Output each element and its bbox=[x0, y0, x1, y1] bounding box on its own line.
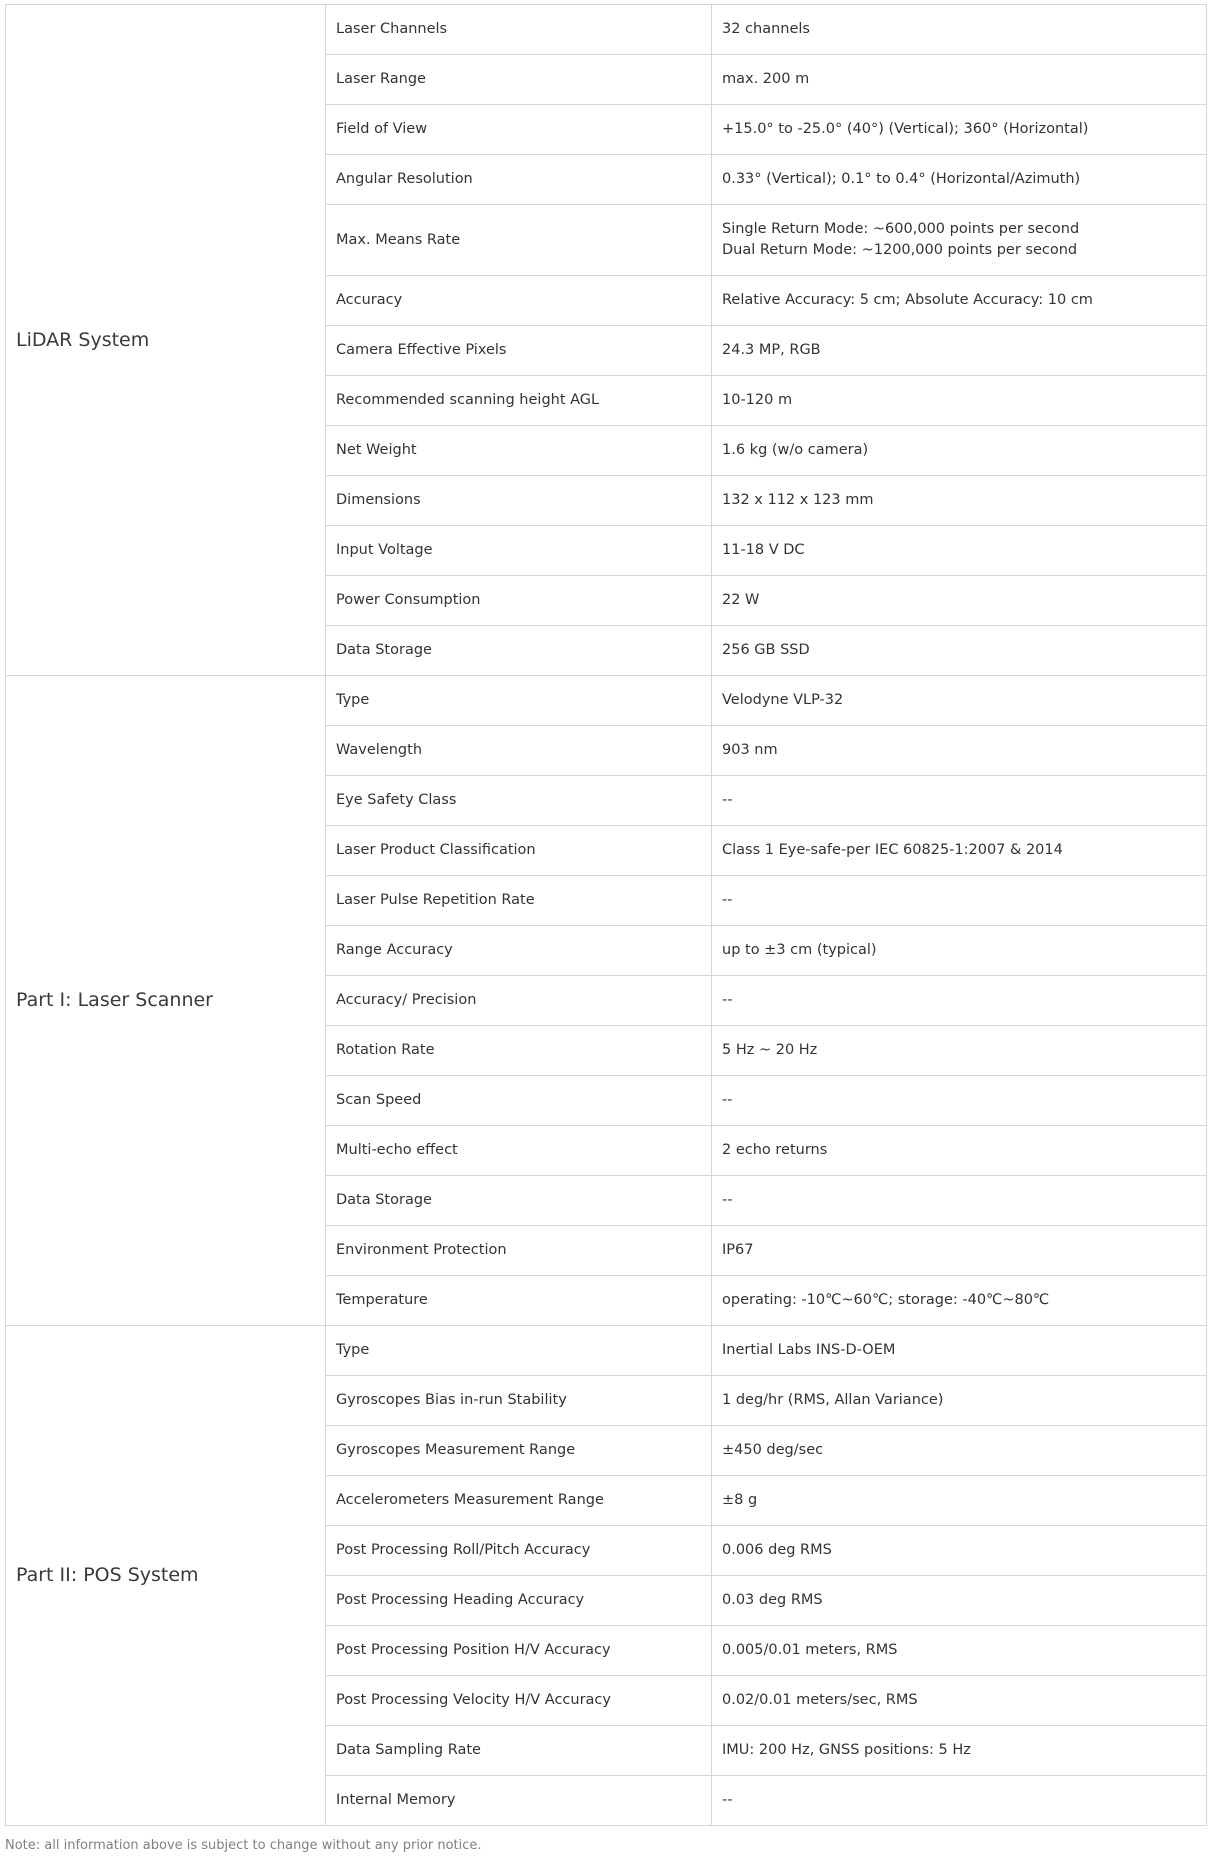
spec-value-line: max. 200 m bbox=[722, 71, 810, 87]
spec-value bbox=[712, 576, 1207, 626]
spec-value bbox=[712, 526, 1207, 576]
spec-value bbox=[712, 1576, 1207, 1626]
spec-value bbox=[712, 876, 1207, 926]
spec-value bbox=[712, 626, 1207, 676]
spec-name: Temperature bbox=[326, 1276, 712, 1326]
table-row bbox=[6, 5, 1207, 55]
spec-value bbox=[712, 1276, 1207, 1326]
spec-name: Data Sampling Rate bbox=[326, 1726, 712, 1776]
spec-name: Angular Resolution bbox=[326, 155, 712, 205]
spec-value-line: 10-120 m bbox=[722, 392, 793, 408]
spec-table-body bbox=[6, 5, 1207, 1826]
spec-name: Type bbox=[326, 1326, 712, 1376]
spec-value-line: -- bbox=[722, 1192, 733, 1208]
spec-name: Accuracy bbox=[326, 276, 712, 326]
group-label: Part I: Laser Scanner bbox=[6, 676, 326, 1326]
spec-value-line: Class 1 Eye-safe-per IEC 60825-1:2007 & 2014 bbox=[722, 842, 1063, 858]
spec-name: Recommended scanning height AGL bbox=[326, 376, 712, 426]
spec-value bbox=[712, 1776, 1207, 1826]
spec-name: Internal Memory bbox=[326, 1776, 712, 1826]
spec-value bbox=[712, 205, 1207, 276]
spec-value bbox=[712, 926, 1207, 976]
group-label: Part II: POS System bbox=[6, 1326, 326, 1826]
spec-name: Laser Pulse Repetition Rate bbox=[326, 876, 712, 926]
spec-value-line: up to ±3 cm (typical) bbox=[722, 942, 877, 958]
spec-name: Camera Effective Pixels bbox=[326, 326, 712, 376]
spec-value-line: 24.3 MP, RGB bbox=[722, 342, 821, 358]
spec-value-line: operating: -10℃~60℃; storage: -40℃~80℃ bbox=[722, 1292, 1050, 1308]
spec-name: Max. Means Rate bbox=[326, 205, 712, 276]
spec-value-line: -- bbox=[722, 992, 733, 1008]
spec-value-line: Single Return Mode: ~600,000 points per second bbox=[722, 221, 1080, 237]
spec-value-line: Dual Return Mode: ~1200,000 points per second bbox=[722, 242, 1078, 258]
spec-value bbox=[712, 1176, 1207, 1226]
spec-value bbox=[712, 1326, 1207, 1376]
spec-value-line: 1 deg/hr (RMS, Allan Variance) bbox=[722, 1392, 944, 1408]
spec-name: Accuracy/ Precision bbox=[326, 976, 712, 1026]
spec-value bbox=[712, 1126, 1207, 1176]
spec-name: Power Consumption bbox=[326, 576, 712, 626]
table-row bbox=[6, 676, 1207, 726]
spec-name: Field of View bbox=[326, 105, 712, 155]
spec-value bbox=[712, 1026, 1207, 1076]
spec-name: Data Storage bbox=[326, 626, 712, 676]
spec-name: Gyroscopes Bias in-run Stability bbox=[326, 1376, 712, 1426]
spec-value bbox=[712, 976, 1207, 1026]
spec-value bbox=[712, 676, 1207, 726]
spec-value bbox=[712, 326, 1207, 376]
spec-value-line: 0.33° (Vertical); 0.1° to 0.4° (Horizontal/Azimuth) bbox=[722, 171, 1081, 187]
spec-value bbox=[712, 726, 1207, 776]
spec-value bbox=[712, 276, 1207, 326]
spec-value bbox=[712, 776, 1207, 826]
spec-table bbox=[5, 4, 1207, 1826]
spec-value-line: Inertial Labs INS-D-OEM bbox=[722, 1342, 896, 1358]
group-label: LiDAR System bbox=[6, 5, 326, 676]
spec-value-line: 11-18 V DC bbox=[722, 542, 805, 558]
spec-name: Rotation Rate bbox=[326, 1026, 712, 1076]
spec-value-line: Relative Accuracy: 5 cm; Absolute Accuracy: 10 cm bbox=[722, 292, 1093, 308]
spec-value-line: 5 Hz ~ 20 Hz bbox=[722, 1042, 818, 1058]
spec-value-line: Velodyne VLP-32 bbox=[722, 692, 844, 708]
spec-value bbox=[712, 1076, 1207, 1126]
spec-value bbox=[712, 1226, 1207, 1276]
spec-name: Post Processing Heading Accuracy bbox=[326, 1576, 712, 1626]
spec-value bbox=[712, 1676, 1207, 1726]
spec-name: Input Voltage bbox=[326, 526, 712, 576]
table-row bbox=[6, 1326, 1207, 1376]
spec-name: Post Processing Position H/V Accuracy bbox=[326, 1626, 712, 1676]
spec-value bbox=[712, 5, 1207, 55]
spec-value bbox=[712, 476, 1207, 526]
spec-value bbox=[712, 1476, 1207, 1526]
spec-value-line: ±450 deg/sec bbox=[722, 1442, 824, 1458]
spec-value-line: +15.0° to -25.0° (40°) (Vertical); 360° (Horizontal) bbox=[722, 121, 1089, 137]
spec-value bbox=[712, 105, 1207, 155]
spec-name: Post Processing Roll/Pitch Accuracy bbox=[326, 1526, 712, 1576]
spec-value-line: 903 nm bbox=[722, 742, 778, 758]
spec-value-line: 0.02/0.01 meters/sec, RMS bbox=[722, 1692, 918, 1708]
spec-value-line: 32 channels bbox=[722, 21, 810, 37]
spec-value bbox=[712, 155, 1207, 205]
spec-name: Laser Range bbox=[326, 55, 712, 105]
spec-value bbox=[712, 426, 1207, 476]
spec-name: Gyroscopes Measurement Range bbox=[326, 1426, 712, 1476]
spec-name: Data Storage bbox=[326, 1176, 712, 1226]
spec-value bbox=[712, 376, 1207, 426]
spec-value bbox=[712, 55, 1207, 105]
spec-value-line: 22 W bbox=[722, 592, 760, 608]
spec-name: Accelerometers Measurement Range bbox=[326, 1476, 712, 1526]
spec-value bbox=[712, 826, 1207, 876]
spec-name: Post Processing Velocity H/V Accuracy bbox=[326, 1676, 712, 1726]
spec-name: Range Accuracy bbox=[326, 926, 712, 976]
spec-name: Scan Speed bbox=[326, 1076, 712, 1126]
spec-name: Type bbox=[326, 676, 712, 726]
spec-value-line: 0.006 deg RMS bbox=[722, 1542, 832, 1558]
spec-value bbox=[712, 1626, 1207, 1676]
spec-name: Eye Safety Class bbox=[326, 776, 712, 826]
spec-value-line: IMU: 200 Hz, GNSS positions: 5 Hz bbox=[722, 1742, 971, 1758]
spec-value-line: 256 GB SSD bbox=[722, 642, 810, 658]
footnote: Note: all information above is subject to change without any prior notice. bbox=[5, 1838, 482, 1853]
spec-name: Environment Protection bbox=[326, 1226, 712, 1276]
spec-value bbox=[712, 1376, 1207, 1426]
spec-value-line: -- bbox=[722, 792, 733, 808]
spec-name: Wavelength bbox=[326, 726, 712, 776]
spec-value-line: -- bbox=[722, 1092, 733, 1108]
spec-name: Multi-echo effect bbox=[326, 1126, 712, 1176]
spec-value-line: 2 echo returns bbox=[722, 1142, 828, 1158]
spec-name: Laser Channels bbox=[326, 5, 712, 55]
spec-value-line: -- bbox=[722, 892, 733, 908]
spec-name: Dimensions bbox=[326, 476, 712, 526]
spec-value-line: 0.005/0.01 meters, RMS bbox=[722, 1642, 898, 1658]
spec-value-line: 0.03 deg RMS bbox=[722, 1592, 823, 1608]
spec-value bbox=[712, 1526, 1207, 1576]
spec-value bbox=[712, 1726, 1207, 1776]
spec-value-line: 1.6 kg (w/o camera) bbox=[722, 442, 869, 458]
spec-value-line: IP67 bbox=[722, 1242, 754, 1258]
spec-name: Net Weight bbox=[326, 426, 712, 476]
spec-value-line: ±8 g bbox=[722, 1492, 758, 1508]
spec-value-line: -- bbox=[722, 1792, 733, 1808]
spec-name: Laser Product Classification bbox=[326, 826, 712, 876]
spec-value bbox=[712, 1426, 1207, 1476]
spec-value-line: 132 x 112 x 123 mm bbox=[722, 492, 874, 508]
